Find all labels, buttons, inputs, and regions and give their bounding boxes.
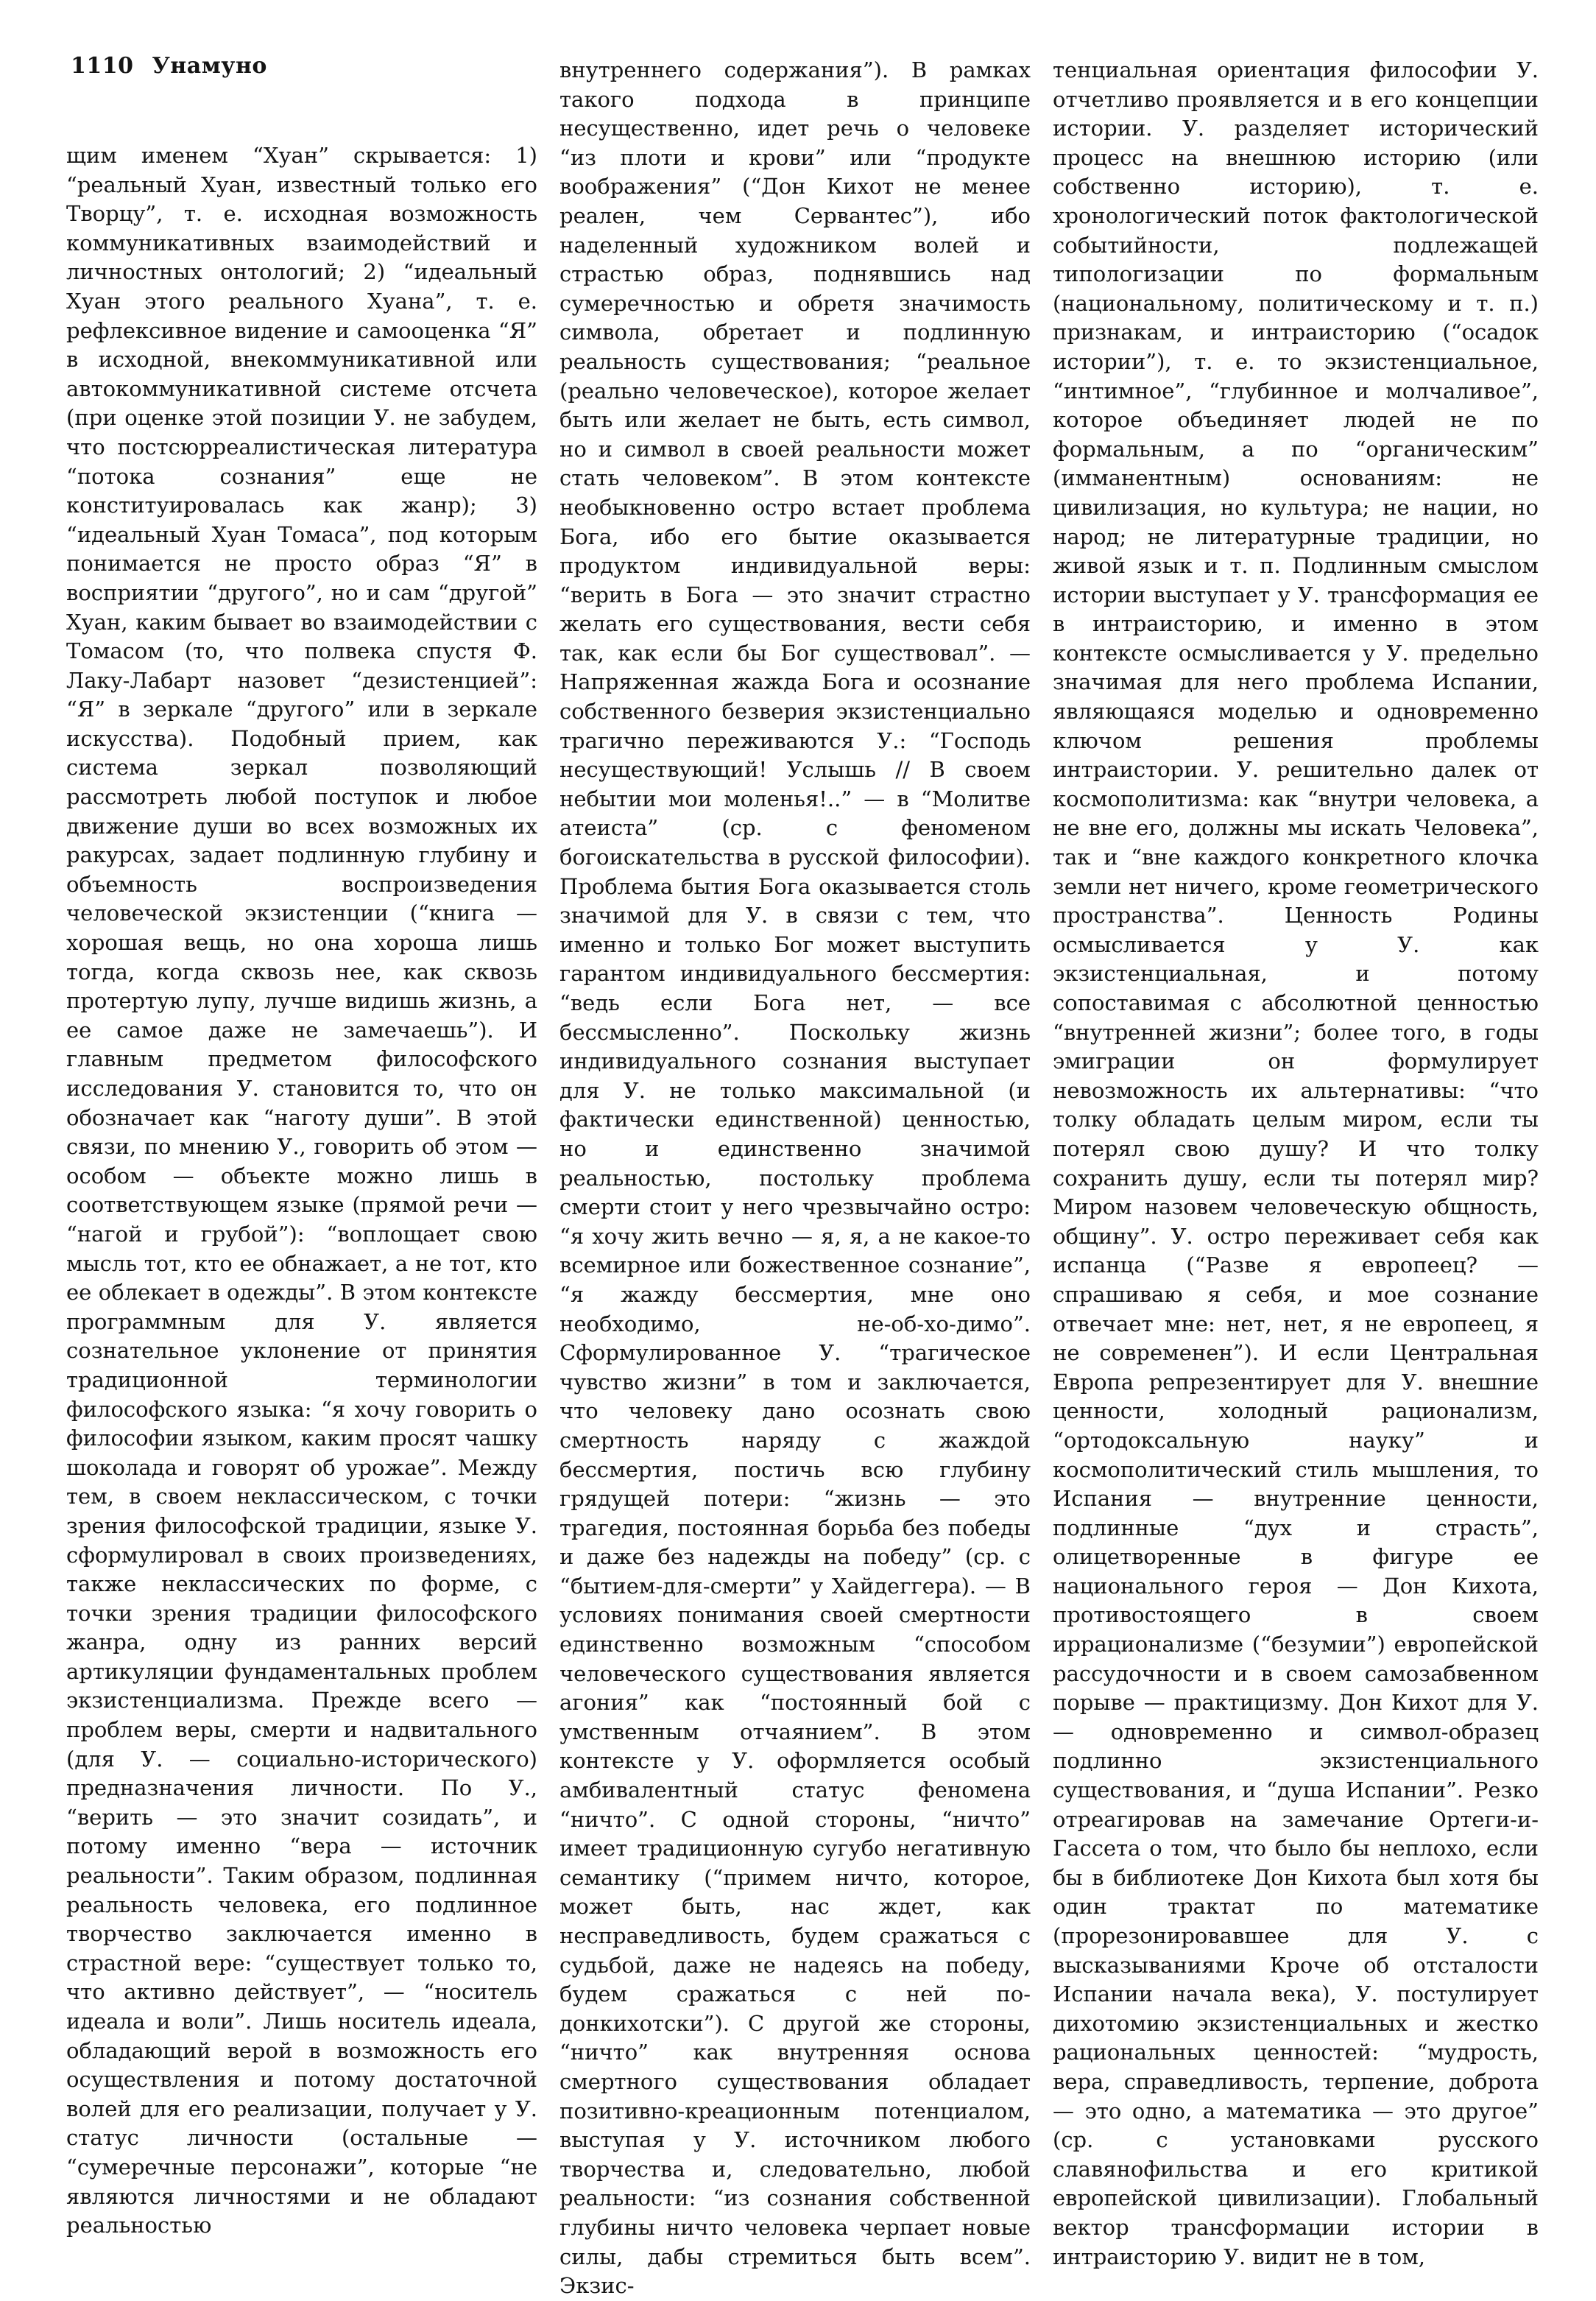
column-2-text: внутреннего содержания”). В рамках такого подхода в принципе несущественно, идет речь о человеке “из плоти и крови” или “продукте воображения” (“Дон Кихот не менее реален, чем Сервантес”), ибо наделенный художником волей и страстью образ, поднявшись над сумеречностью и обретя значимость символа, обретает и подлинную реальность существования; “реальное (реально человеческое), которое желает быть или желает не быть, есть символ, но и символ в своей реальности может стать человеком”. В этом контексте необыкновенно остро встает проблема Бога, ибо его бытие оказывается продуктом индивидуальной веры: “верить в Бога — это значит страстно желать его существования, вести себя так, как если бы Бог существовал”. — Напряженная жажда Бога и осознание собственного безверия экзистенциально трагично переживаются У.: “Господь несуществующий! Услышь // В своем небытии мои моленья!..” — в “Молитве атеиста” (ср. с феноменом богоискательства в русской философии). Проблема бытия Бога оказывается столь значимой для У. в связи с тем, что именно и только Бог может выступить гарантом индивидуального бессмертия: “ведь если Бога нет, — все бессмысленно”. Поскольку жизнь индивидуального сознания выступает для У. не только максимальной (и фактически единственной) ценностью, но и единственно значимой реальностью, постольку проблема смерти стоит у него чрезвычайно остро: “я хочу жить вечно — я, я, а не какое-то всемирное или божественное сознание”, “я жажду бессмертия, мне оно необходимо, не-об-хо-димо”. Сформулированное У. “трагическое чувство жизни” в том и заключается, что человеку дано осознать свою смертность наряду с жаждой бессмертия, постичь всю глубину грядущей потери: “жизнь — это трагедия, постоянная борьба без победы и даже без надежды на победу” (ср. с “бытием-для-смерти” у Хайдеггера). — В условиях понимания своей смертности единственно возможным “способом человеческого существования является агония” как “постоянный бой с умственным отчаянием”. В этом контексте у У. оформляется особый амбивалентный статус феномена “ничто”. С одной стороны, “ничто” имеет традиционную сугубо негативную семантику (“примем ничто, которое, может быть, нас ждет, как несправедливость, будем сражаться с судьбой, даже не надеясь на победу, будем сражаться с ней по-донкихотски”). С другой же стороны, “ничто” как внутренняя основа смертного существования обладает позитивно-креационным потенциалом, выступая у У. источником любого творчества и, следовательно, любой реальности: “из сознания собственной глубины ничто человека черпает новые силы, дабы стремиться быть всем”. Экзис- [559,57,1031,2299]
text-column-1 [66,141,537,2260]
column-1-text: щим именем “Хуан” скрывается: 1) “реальный Хуан, известный только его Творцу”, т. е. исходная возможность коммуникативных взаимодействий и личностных онтологий; 2) “идеальный Хуан этого реального Хуана”, т. е. рефлексивное видение и самооценка “Я” в исходной, внекоммуникативной или автокоммуникативной системе отсчета (при оценке этой позиции У. не забудем, что постсюрреалистическая литература “потока сознания” еще не конституировалась как жанр); 3) “идеальный Хуан Томаса”, под которым понимается не просто образ “Я” в восприятии “другого”, но и сам “другой” Хуан, каким бывает во взаимодействии с Томасом (то, что полвека спустя Ф. Лаку-Лабарт назовет “дезистенцией”: “Я” в зеркале “другого” или в зеркале искусства). Подобный прием, как система зеркал позволяющий рассмотреть любой поступок и любое движение души во всех возможных их ракурсах, задает подлинную глубину и объемность воспроизведения человеческой экзистенции (“книга — хорошая вещь, но она хороша лишь тогда, когда сквозь нее, как сквозь протертую лупу, лучше видишь жизнь, а ее самое даже не замечаешь”). И главным предметом философского исследования У. становится то, что он обозначает как “наготу души”. В этой связи, по мнению У., говорить об этом — особом — объекте можно лишь в соответствующем языке (прямой речи — “нагой и грубой”): “воплощает свою мысль тот, кто ее обнажает, а не тот, кто ее облекает в одежды”. В этом контексте программным для У. является сознательное уклонение от принятия традиционной терминологии философского языка: “я хочу говорить о философии языком, каким просят чашку шоколада и говорят об урожае”. Между тем, в своем неклассическом, с точки зрения философской традиции, языке У. сформулировал в своих произведениях, также неклассических по форме, с точки зрения традиции философского жанра, одну из ранних версий артикуляции фундаментальных проблем экзистенциализма. Прежде всего — проблем веры, смерти и надвитального (для У. — социально-исторического) предназначения личности. По У., “верить — это значит созидать”, и потому именно “вера — источник реальности”. Таким образом, подлинная реальность человека, его подлинное творчество заключается именно в страстной вере: “существует только то, что активно действует”, — “носитель идеала и воли”. Лишь носитель идеала, обладающий верой в возможность его осуществления и потому достаточной волей для его реализации, получает у У. статус личности (остальные — “сумеречные персонажи”, которые “не являются личностями и не обладают реальностью [66,143,537,2238]
page-number: 1110 [71,53,134,79]
text-column-2 [559,56,1031,2299]
running-title: Унамуно [152,53,267,79]
running-header [71,53,267,79]
column-3-text: тенциальная ориентация философии У. отчетливо проявляется и в его концепции истории. У. разделяет исторический процесс на внешнюю историю (или собственно историю), т. е. хронологический поток фактологической событийности, подлежащей типологизации по формальным (национальному, политическому и т. п.) признакам, и интраисторию (“осадок истории”), т. е. то экзистенциальное, “интимное”, “глубинное и молчаливое”, которое объединяет людей не по формальным, а по “органическим” (имманентным) основаниям: не цивилизация, но культура; не нации, но народ; не литературные традиции, но живой язык и т. п. Подлинным смыслом истории выступает у У. трансформация ее в интраисторию, и именно в этом контексте осмысливается у У. предельно значимая для него проблема Испании, являющаяся моделью и одновременно ключом решения проблемы интраистории. У. решительно далек от космополитизма: как “внутри человека, а не вне его, должны мы искать Человека”, так и “вне каждого конкретного клочка земли нет ничего, кроме геометрического пространства”. Ценность Родины осмысливается у У. как экзистенциальная, и потому сопоставимая с абсолютной ценностью “внутренней жизни”; более того, в годы эмиграции он формулирует невозможность их альтернативы: “что толку обладать целым миром, если ты потерял свою душу? И что толку сохранить душу, если ты потерял мир? Миром назовем человеческую общность, общину”. У. остро переживает себя как испанца (“Разве я европеец? — спрашиваю я себя, и мое сознание отвечает мне: нет, нет, я не европеец, я не современен”). И если Центральная Европа репрезентирует для У. внешние ценности, холодный рационализм, “ортодоксальную науку” и космополитический стиль мышления, то Испания — внутренние ценности, подлинные “дух и страсть”, олицетворенные в фигуре ее национального героя — Дон Кихота, противостоящего в своем иррационализме (“безумии”) европейской рассудочности и в своем самозабвенном порыве — практицизму. Дон Кихот для У. — одновременно и символ-образец подлинно экзистенциального существования, и “душа Испании”. Резко отреагировав на замечание Ортеги-и-Гассета о том, что было бы неплохо, если бы в библиотеке Дон Кихота был хотя бы один трактат по математике (прорезонировавшее для У. с высказываниями Кроче об отсталости Испании начала века), У. постулирует дихотомию экзистенциальных и жестко рациональных ценностей: “мудрость, вера, справедливость, терпение, доброта — это одно, а математика — это другое” (ср. с установками русского славянофильства и его критикой европейской цивилизации). Глобальный вектор трансформации истории в интраисторию У. видит не в том, [1053,57,1539,2269]
text-column-3 [1053,56,1539,2269]
